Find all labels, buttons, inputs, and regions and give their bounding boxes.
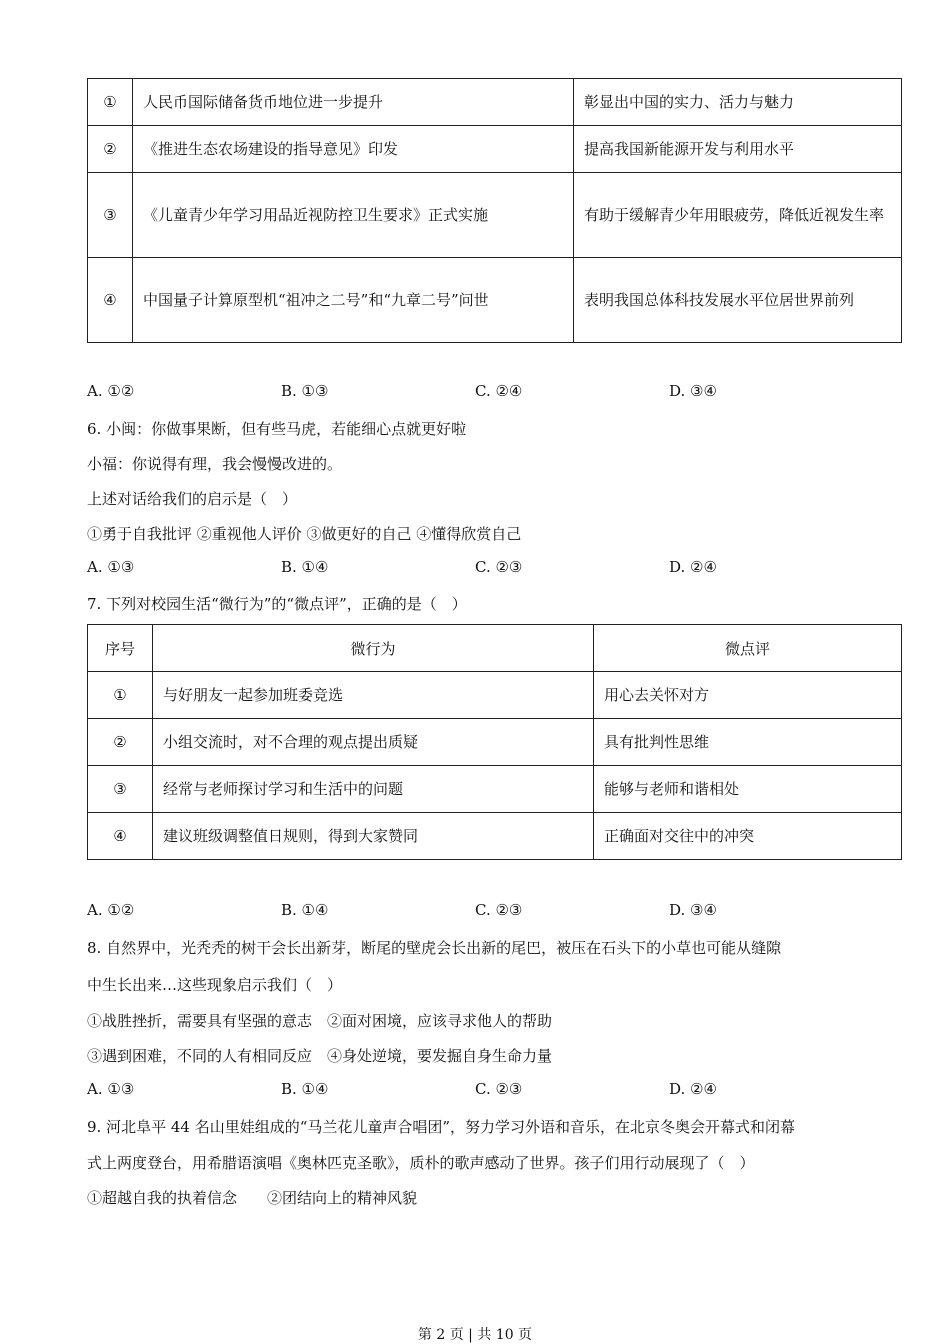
q5-option-d[interactable]: D. ③④ [669, 382, 717, 400]
table-row [88, 126, 902, 173]
table-row [88, 258, 902, 343]
q9-stem-line2: 式上两度登台，用希腊语演唱《奥林匹克圣歌》，质朴的歌声感动了世界。孩子们用行动展现了（ ） [87, 1154, 755, 1172]
q5-option-b[interactable]: B. ①③ [281, 382, 329, 400]
q6-option-b[interactable]: B. ①④ [281, 558, 329, 576]
comment-cell: 彰显出中国的实力、活力与魅力 [574, 79, 902, 126]
table-row [88, 813, 902, 860]
row-number: ③ [88, 766, 153, 813]
q6-stem-line1: 6. 小闽：你做事果断，但有些马虎，若能细心点就更好啦 [87, 420, 467, 438]
comment-cell: 提高我国新能源开发与利用水平 [574, 126, 902, 173]
q5-option-a[interactable]: A. ①② [87, 382, 135, 400]
q8-statements-1: ①战胜挫折，需要具有坚强的意志 ②面对困境，应该寻求他人的帮助 [87, 1012, 553, 1030]
q8-option-c[interactable]: C. ②③ [475, 1080, 523, 1098]
q6-statements: ①勇于自我批评 ②重视他人评价 ③做更好的自己 ④懂得欣赏自己 [87, 525, 522, 543]
q6-option-d[interactable]: D. ②④ [669, 558, 717, 576]
row-number: ① [88, 79, 133, 126]
event-cell: 《儿童青少年学习用品近视防控卫生要求》正式实施 [133, 173, 574, 258]
comment-cell: 能够与老师和谐相处 [594, 766, 902, 813]
q9-statements: ①超越自我的执着信念 ②团结向上的精神风貌 [87, 1189, 418, 1207]
q8-statements-2: ③遇到困难，不同的人有相同反应 ④身处逆境，要发掘自身生命力量 [87, 1047, 553, 1065]
q7-option-b[interactable]: B. ①④ [281, 901, 329, 919]
comment-cell: 正确面对交往中的冲突 [594, 813, 902, 860]
action-cell: 与好朋友一起参加班委竞选 [153, 672, 594, 719]
row-number: ③ [88, 173, 133, 258]
action-cell: 建议班级调整值日规则，得到大家赞同 [153, 813, 594, 860]
row-number: ② [88, 126, 133, 173]
table-row [88, 766, 902, 813]
q8-option-a[interactable]: A. ①③ [87, 1080, 135, 1098]
q6-option-a[interactable]: A. ①③ [87, 558, 135, 576]
q8-option-b[interactable]: B. ①④ [281, 1080, 329, 1098]
campus-behavior-table [87, 624, 902, 860]
header-comment: 微点评 [594, 625, 902, 672]
event-cell: 人民币国际储备货币地位进一步提升 [133, 79, 574, 126]
comment-cell: 具有批判性思维 [594, 719, 902, 766]
table-row [88, 79, 902, 126]
row-number: ① [88, 672, 153, 719]
table-row [88, 173, 902, 258]
comment-cell: 有助于缓解青少年用眼疲劳，降低近视发生率 [574, 173, 902, 258]
page-footer: 第 2 页 | 共 10 页 [417, 1327, 533, 1343]
action-cell: 经常与老师探讨学习和生活中的问题 [153, 766, 594, 813]
q6-stem-line2: 小福：你说得有理，我会慢慢改进的。 [87, 455, 343, 473]
row-number: ④ [88, 813, 153, 860]
action-cell: 小组交流时，对不合理的观点提出质疑 [153, 719, 594, 766]
event-cell: 《推进生态农场建设的指导意见》印发 [133, 126, 574, 173]
header-index: 序号 [88, 625, 153, 672]
q9-stem-line1: 9. 河北阜平 44 名山里娃组成的“马兰花儿童声合唱团”，努力学习外语和音乐，在北京冬奥会开幕式和闭幕 [87, 1118, 796, 1136]
q5-option-c[interactable]: C. ②④ [475, 382, 523, 400]
event-cell: 中国量子计算原型机“祖冲之二号”和“九章二号”问世 [133, 258, 574, 343]
row-number: ② [88, 719, 153, 766]
table-row [88, 719, 902, 766]
table-row [88, 672, 902, 719]
q8-option-d[interactable]: D. ②④ [669, 1080, 717, 1098]
q7-stem: 7. 下列对校园生活“微行为”的“微点评”，正确的是（ ） [87, 595, 467, 613]
q7-option-a[interactable]: A. ①② [87, 901, 135, 919]
comment-cell: 表明我国总体科技发展水平位居世界前列 [574, 258, 902, 343]
q8-stem-line1: 8. 自然界中，光秃秃的树干会长出新芽，断尾的壁虎会长出新的尾巴，被压在石头下的小草也可能从缝隙 [87, 939, 782, 957]
row-number: ④ [88, 258, 133, 343]
header-action: 微行为 [153, 625, 594, 672]
q7-option-c[interactable]: C. ②③ [475, 901, 523, 919]
comment-cell: 用心去关怀对方 [594, 672, 902, 719]
table-header-row [88, 625, 902, 672]
q6-option-c[interactable]: C. ②③ [475, 558, 523, 576]
q7-option-d[interactable]: D. ③④ [669, 901, 717, 919]
event-comment-table [87, 78, 902, 343]
q8-stem-line2: 中生长出来…这些现象启示我们（ ） [87, 976, 343, 994]
q6-stem-line3: 上述对话给我们的启示是（ ） [87, 490, 298, 508]
